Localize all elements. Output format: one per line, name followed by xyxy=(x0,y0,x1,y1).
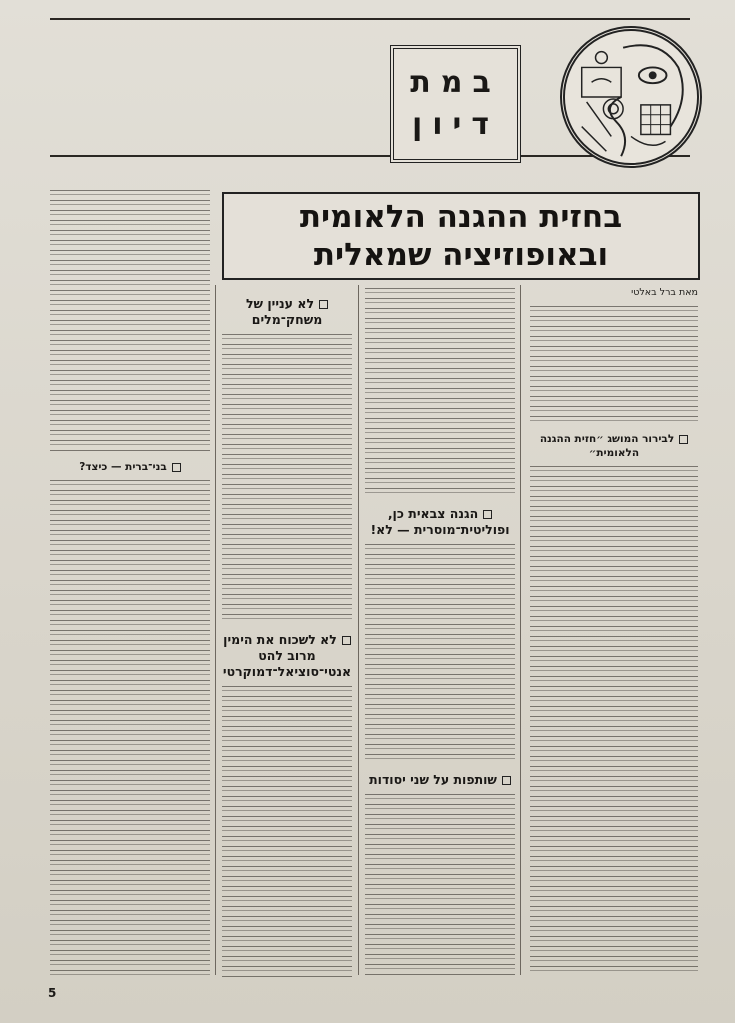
subhead-military-defense: הגנה צבאית כן, ופוליטית־מוסרית — לא! xyxy=(370,506,510,537)
page-number: 5 xyxy=(48,986,57,1000)
column-divider xyxy=(358,285,359,975)
subhead-dont-forget-right: לא לשכוח את הימין מרוב להט אנטי־סוציאל־דמוקרטי xyxy=(222,632,352,679)
article-column-3 xyxy=(222,288,352,978)
subhead-allies-how: בני־ברית — כיצד? xyxy=(50,460,210,474)
column-divider xyxy=(520,285,521,975)
body-text-block xyxy=(222,334,352,624)
square-bullet-icon xyxy=(679,435,688,444)
body-text-block xyxy=(365,288,515,498)
square-bullet-icon xyxy=(502,776,511,785)
headline-line1: בחזית ההגנה הלאומית xyxy=(299,199,623,235)
body-text-block xyxy=(365,544,515,764)
face-icon xyxy=(562,28,700,166)
article-column-2 xyxy=(365,288,515,978)
article-column-4 xyxy=(50,190,210,980)
headline-box xyxy=(222,192,700,280)
column-divider xyxy=(215,285,216,975)
square-bullet-icon xyxy=(172,463,181,472)
section-label-line2: דיון xyxy=(411,107,500,142)
square-bullet-icon xyxy=(342,636,351,645)
body-text-block xyxy=(50,190,210,452)
section-label-line1: במת xyxy=(410,65,501,100)
body-text-block xyxy=(50,480,210,980)
body-text-block xyxy=(365,794,515,978)
byline: מאת ברל באלטי xyxy=(631,288,698,298)
subhead-concept: לבירור המושג ״חזית ההגנה הלאומית״ xyxy=(530,432,698,460)
face-illustration-logo xyxy=(560,26,702,168)
square-bullet-icon xyxy=(483,510,492,519)
subhead-two-foundations: שותפות על שני יסודות xyxy=(365,772,515,788)
square-bullet-icon xyxy=(319,300,328,309)
body-text-block xyxy=(222,686,352,978)
body-text-block xyxy=(530,306,698,424)
subhead-word-game: לא עניין של משחק־מלים xyxy=(222,296,352,328)
headline-line2: ובאופוזיציה שמאלית xyxy=(313,237,609,273)
section-label-box xyxy=(390,45,521,163)
body-text-block xyxy=(530,466,698,971)
article-column-1 xyxy=(530,288,698,978)
top-rule xyxy=(50,18,690,20)
